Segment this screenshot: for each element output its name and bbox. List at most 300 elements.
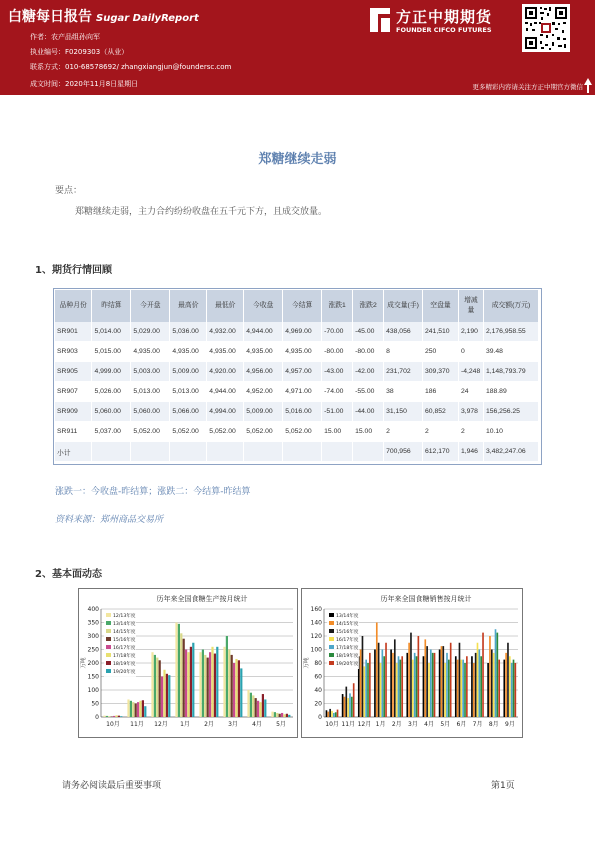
- chart-legend-label: 18/19年度: [113, 662, 136, 667]
- chart-y-tick: 400: [87, 606, 99, 613]
- table-cell: 5,029.00: [131, 322, 170, 342]
- table-cell: 241,510: [423, 322, 459, 342]
- chart-bar: [185, 650, 187, 718]
- chart-x-tick: 11月: [341, 721, 356, 728]
- table-cell: 5,014.00: [92, 322, 131, 342]
- chart-bar: [385, 643, 387, 717]
- chart-x-tick: 8月: [488, 721, 499, 728]
- chart-x-tick: 11月: [130, 721, 144, 728]
- logo-text-en: FOUNDER CIFCO FUTURES: [396, 26, 492, 34]
- chart-bar: [111, 716, 113, 717]
- table-cell: 5,052.00: [170, 422, 207, 442]
- chart-x-tick: 5月: [276, 721, 286, 728]
- chart-legend-swatch: [329, 645, 334, 649]
- table-header-cell: 成交额(万元): [483, 290, 538, 322]
- chart-bar: [163, 670, 165, 717]
- author-line: 作者：农产品组孙向军: [30, 33, 100, 41]
- table-cell: SR911: [55, 422, 92, 442]
- table-total-cell: [283, 442, 322, 462]
- chart-bar: [515, 663, 517, 717]
- chart-y-tick: 80: [314, 660, 322, 667]
- chart-bar: [183, 639, 185, 717]
- table-header-cell: 最低价: [207, 290, 244, 322]
- chart-bar: [418, 636, 420, 717]
- table-total-cell: 小计: [55, 442, 92, 462]
- chart-y-tick: 0: [95, 714, 99, 721]
- chart-bar: [380, 663, 382, 717]
- chart-legend-label: 18/19年度: [336, 654, 359, 659]
- chart-bar: [259, 702, 261, 717]
- chart-bar: [335, 712, 337, 717]
- chart-bar: [178, 624, 180, 717]
- chart-x-tick: 12月: [154, 721, 168, 728]
- table-cell: 2,176,958.55: [483, 322, 538, 342]
- chart-bar: [262, 694, 264, 717]
- table-row: [55, 362, 539, 382]
- table-header-cell: 空盘量: [423, 290, 459, 322]
- table-cell: 4,935.00: [131, 342, 170, 362]
- chart-legend-swatch: [329, 629, 334, 633]
- chart-bar: [231, 655, 233, 717]
- table-cell: 4,956.00: [244, 362, 283, 382]
- chart-bar: [187, 652, 189, 717]
- report-title-cn: 白糖每日报告: [8, 9, 92, 25]
- table-cell: 5,036.00: [170, 322, 207, 342]
- chart-legend-label: 19/20年度: [113, 670, 136, 675]
- chart-sugar-sales: [302, 589, 522, 737]
- chart-bar: [473, 663, 475, 717]
- chart-y-tick: 120: [310, 633, 322, 640]
- chart-x-tick: 6月: [456, 721, 467, 728]
- chart-y-tick: 100: [87, 687, 99, 694]
- table-cell: 5,052.00: [131, 422, 170, 442]
- table-cell: 5,009.00: [244, 402, 283, 422]
- table-cell: 5,015.00: [92, 342, 131, 362]
- table-total-cell: [353, 442, 384, 462]
- chart-bar: [235, 659, 237, 717]
- chart-bar: [281, 713, 283, 717]
- section-heading-fundamentals: 2、基本面动态: [35, 569, 102, 580]
- chart-bar: [401, 656, 403, 717]
- chart-legend-label: 17/18年度: [113, 654, 136, 659]
- chart-bar: [369, 653, 371, 717]
- chart-bar: [503, 660, 505, 717]
- table-header-cell: 昨结算: [92, 290, 131, 322]
- table-header-cell: 成交量(手): [384, 290, 423, 322]
- table-cell: 4,944.00: [244, 322, 283, 342]
- chart-bar: [113, 716, 115, 717]
- table-cell: 5,060.00: [92, 402, 131, 422]
- chart-bar: [127, 699, 129, 717]
- table-cell: 2: [423, 422, 459, 442]
- chart-bar: [475, 653, 477, 717]
- contact-line: 联系方式：010-68578692/ zhangxiangjun@foundersc.com: [30, 63, 232, 71]
- chart-bar: [365, 660, 367, 717]
- chart-legend-label: 16/17年度: [113, 646, 136, 651]
- chart-legend-swatch: [106, 653, 111, 657]
- table-cell: 4,952.00: [244, 382, 283, 402]
- table-row: [55, 342, 539, 362]
- table-total-cell: 612,170: [423, 442, 459, 462]
- chart-bar: [434, 653, 436, 717]
- table-total-row: [55, 442, 539, 462]
- table-header-cell: 最高价: [170, 290, 207, 322]
- chart-bar: [192, 643, 194, 717]
- key-points-label: 要点：: [55, 186, 83, 196]
- chart-legend-swatch: [106, 613, 111, 617]
- chart-bar: [459, 643, 461, 717]
- chart-x-tick: 12月: [357, 721, 372, 728]
- chart-y-tick: 140: [310, 619, 322, 627]
- chart-bar: [211, 647, 213, 717]
- chart-bar: [464, 663, 466, 717]
- table-cell: 5,013.00: [170, 382, 207, 402]
- chart-y-tick: 250: [87, 646, 99, 654]
- chart-y-tick: 50: [91, 700, 99, 708]
- company-logo: [368, 6, 516, 36]
- table-cell: 4,935.00: [170, 342, 207, 362]
- table-cell: SR903: [55, 342, 92, 362]
- chart-bar: [240, 668, 242, 717]
- table-cell: 188.89: [483, 382, 538, 402]
- table-cell: 60,852: [423, 402, 459, 422]
- table-cell: 5,052.00: [244, 422, 283, 442]
- chart-bar: [264, 699, 266, 717]
- table-cell: SR907: [55, 382, 92, 402]
- table-total-cell: 700,956: [384, 442, 423, 462]
- follow-wechat-link[interactable]: 更多精彩内容请关注方正中期官方微信: [472, 83, 583, 91]
- logo-text-cn: 方正中期期货: [396, 8, 493, 26]
- table-cell: 438,056: [384, 322, 423, 342]
- chart-legend-label: 14/15年度: [336, 622, 359, 627]
- chart-bar: [455, 656, 457, 717]
- page-number: 第1页: [491, 781, 515, 791]
- chart-bar: [412, 660, 414, 717]
- arrow-up-icon: [584, 78, 592, 85]
- chart-bar: [168, 675, 170, 717]
- table-cell: 5,013.00: [131, 382, 170, 402]
- chart-bar: [274, 712, 276, 717]
- chart-bar: [347, 698, 349, 717]
- chart-bar: [199, 652, 201, 717]
- chart-bar: [344, 697, 346, 717]
- chart-bar: [392, 653, 394, 717]
- table-cell: 5,052.00: [283, 422, 322, 442]
- chart-bar: [159, 660, 161, 717]
- chart-y-tick: 200: [87, 660, 99, 667]
- chart-legend-label: 13/14年度: [113, 622, 136, 627]
- chart-x-tick: 10月: [325, 721, 339, 728]
- chart-bar: [108, 716, 110, 717]
- chart-bar: [424, 639, 426, 717]
- chart-bar: [446, 653, 448, 717]
- table-cell: 5,052.00: [207, 422, 244, 442]
- chart-bar: [462, 660, 464, 717]
- table-header-row: [55, 290, 539, 322]
- table-cell: -80.00: [353, 342, 384, 362]
- chart-bar: [362, 636, 364, 717]
- chart-bar: [329, 709, 331, 717]
- chart-bar: [513, 660, 515, 717]
- chart-production-box: [78, 588, 298, 738]
- chart-bar: [416, 656, 418, 717]
- chart-bar: [135, 704, 137, 718]
- table-cell: 250: [423, 342, 459, 362]
- chart-bar: [276, 713, 278, 717]
- chart-bar: [498, 660, 500, 717]
- chart-bar: [497, 633, 499, 717]
- chart-sugar-production: [79, 589, 297, 737]
- chart-bar: [238, 660, 240, 717]
- chart-bar: [432, 653, 434, 717]
- chart-bar: [471, 656, 473, 717]
- chart-bar: [509, 656, 511, 717]
- chart-x-tick: 4月: [252, 721, 262, 728]
- table-cell: 4,994.00: [207, 402, 244, 422]
- chart-bar: [394, 639, 396, 717]
- chart-bar: [479, 650, 481, 718]
- table-cell: 5,066.00: [170, 402, 207, 422]
- table-row: [55, 382, 539, 402]
- section-heading-market-review: 1、期货行情回顾: [35, 265, 112, 276]
- chart-bar: [398, 656, 400, 717]
- chart-bar: [255, 698, 257, 717]
- table-total-cell: [131, 442, 170, 462]
- table-header-cell: 涨跌1: [322, 290, 353, 322]
- chart-legend-swatch: [329, 653, 334, 657]
- chart-bar: [223, 647, 225, 717]
- table-cell: -4,248: [458, 362, 483, 382]
- chart-bar: [507, 643, 509, 717]
- table-cell: 4,999.00: [92, 362, 131, 382]
- chart-y-label: 万吨: [81, 657, 87, 669]
- chart-bar: [326, 710, 328, 717]
- chart-bar: [444, 663, 446, 717]
- chart-bar: [226, 636, 228, 717]
- chart-bar: [118, 716, 120, 717]
- table-cell: 5,026.00: [92, 382, 131, 402]
- chart-bar: [252, 695, 254, 717]
- table-total-cell: [322, 442, 353, 462]
- chart-bar: [286, 714, 288, 717]
- page-title: 郑糖继续走弱: [258, 152, 337, 167]
- table-cell: SR909: [55, 402, 92, 422]
- table-cell: 2,190: [458, 322, 483, 342]
- data-source: 资料来源：郑州商品交易所: [55, 515, 164, 525]
- chart-x-tick: 7月: [472, 721, 483, 728]
- chart-legend-label: 15/16年度: [113, 638, 136, 643]
- chart-x-tick: 2月: [204, 721, 214, 728]
- chart-bar: [288, 715, 290, 717]
- table-cell: -51.00: [322, 402, 353, 422]
- chart-x-tick: 10月: [106, 721, 120, 728]
- table-header-cell: 增减量: [458, 290, 483, 322]
- chart-x-tick: 2月: [391, 721, 402, 728]
- table-cell: 186: [423, 382, 459, 402]
- chart-bar: [480, 656, 482, 717]
- table-cell: -43.00: [322, 362, 353, 382]
- chart-bar: [250, 693, 252, 717]
- table-cell: 4,920.00: [207, 362, 244, 382]
- chart-legend-swatch: [329, 613, 334, 617]
- chart-y-tick: 350: [87, 619, 99, 627]
- chart-bar: [428, 663, 430, 717]
- table-cell: 231,702: [384, 362, 423, 382]
- table-cell: 38: [384, 382, 423, 402]
- chart-bar: [408, 643, 410, 717]
- chart-bar: [378, 643, 380, 717]
- chart-bar: [406, 653, 408, 717]
- table-cell: -42.00: [353, 362, 384, 382]
- table-cell: 0: [458, 342, 483, 362]
- chart-bar: [351, 697, 353, 717]
- chart-legend-swatch: [106, 637, 111, 641]
- chart-bar: [132, 702, 134, 717]
- arrow-up-icon-stem: [587, 85, 589, 93]
- chart-bar: [137, 702, 139, 717]
- chart-bar: [493, 653, 495, 717]
- table-cell: 39.48: [483, 342, 538, 362]
- table-cell: 5,003.00: [131, 362, 170, 382]
- table-cell: 156,256.25: [483, 402, 538, 422]
- table-cell: SR905: [55, 362, 92, 382]
- table-header-cell: 今开盘: [131, 290, 170, 322]
- chart-bar: [283, 714, 285, 717]
- chart-bar: [103, 716, 105, 717]
- chart-bar: [442, 646, 444, 717]
- table-cell: 4,932.00: [207, 322, 244, 342]
- report-header: [0, 0, 595, 95]
- chart-bar: [175, 623, 177, 718]
- chart-bar: [257, 701, 259, 717]
- formula-note: 涨跌一：今收盘-昨结算；涨跌二：今结算-昨结算: [55, 487, 251, 497]
- chart-y-tick: 0: [318, 714, 322, 721]
- chart-sales-box: [301, 588, 523, 738]
- chart-bar: [489, 636, 491, 717]
- chart-bar: [390, 650, 392, 718]
- table-cell: -44.00: [353, 402, 384, 422]
- chart-legend-swatch: [106, 669, 111, 673]
- chart-bar: [279, 714, 281, 717]
- chart-bar: [337, 710, 339, 717]
- chart-bar: [410, 633, 412, 717]
- table-row: [55, 322, 539, 342]
- chart-bar: [166, 674, 168, 717]
- chart-bar: [363, 666, 365, 717]
- qr-code-icon[interactable]: [522, 4, 570, 52]
- table-header-cell: 品种月份: [55, 290, 92, 322]
- table-cell: 31,150: [384, 402, 423, 422]
- chart-legend-swatch: [329, 637, 334, 641]
- chart-bar: [457, 660, 459, 717]
- chart-bar: [190, 647, 192, 717]
- chart-bar: [327, 712, 329, 717]
- chart-bar: [333, 713, 335, 717]
- key-points-text: 郑糖继续走弱，主力合约纷纷收盘在五千元下方，且成交放量。: [75, 207, 328, 217]
- chart-bar: [209, 652, 211, 717]
- table-cell: 4,969.00: [283, 322, 322, 342]
- chart-legend-label: 12/13年度: [113, 614, 136, 619]
- table-cell: -70.00: [322, 322, 353, 342]
- chart-bar: [448, 660, 450, 717]
- chart-bar: [345, 687, 347, 717]
- chart-y-tick: 40: [314, 687, 322, 694]
- chart-y-tick: 300: [87, 633, 99, 640]
- table-header-cell: 今结算: [283, 290, 322, 322]
- table-total-cell: [207, 442, 244, 462]
- chart-bar: [115, 715, 117, 717]
- table-cell: 24: [458, 382, 483, 402]
- report-title: [8, 6, 199, 26]
- report-title-en: Sugar DailyReport: [96, 13, 199, 24]
- chart-legend-swatch: [106, 629, 111, 633]
- date-line: 成文时间：2020年11月8日星期日: [30, 80, 139, 88]
- table-total-cell: 3,482,247.06: [483, 442, 538, 462]
- chart-bar: [106, 716, 108, 717]
- footer-disclaimer: 请务必阅读最后重要事项: [62, 781, 162, 791]
- chart-bar: [204, 655, 206, 717]
- chart-bar: [216, 647, 218, 717]
- chart-x-tick: 1月: [180, 721, 190, 728]
- chart-bar: [342, 694, 344, 717]
- chart-legend-label: 15/16年度: [336, 630, 359, 635]
- chart-x-tick: 4月: [424, 721, 434, 728]
- table-cell: -80.00: [322, 342, 353, 362]
- table-cell: 15.00: [322, 422, 353, 442]
- chart-bar: [487, 663, 489, 717]
- chart-bar: [247, 690, 249, 717]
- chart-bar: [460, 660, 462, 717]
- table-header-cell: 涨跌2: [353, 290, 384, 322]
- table-cell: 3,978: [458, 402, 483, 422]
- table-cell: 4,971.00: [283, 382, 322, 402]
- chart-y-tick: 150: [87, 673, 99, 681]
- chart-bar: [491, 650, 493, 718]
- chart-bar: [396, 663, 398, 717]
- chart-bar: [400, 660, 402, 717]
- chart-bar: [430, 650, 432, 718]
- table-cell: 2: [384, 422, 423, 442]
- chart-x-tick: 3月: [408, 721, 418, 728]
- chart-x-tick: 9月: [505, 721, 515, 728]
- chart-legend-swatch: [329, 621, 334, 625]
- chart-bar: [477, 643, 479, 717]
- chart-bar: [482, 633, 484, 717]
- table-cell: 4,935.00: [283, 342, 322, 362]
- table-total-cell: [244, 442, 283, 462]
- table-total-cell: [170, 442, 207, 462]
- table-cell: 309,370: [423, 362, 459, 382]
- license-line: 执业编号：F0209303（从业）: [30, 48, 129, 56]
- chart-y-tick: 60: [314, 673, 322, 681]
- chart-x-tick: 5月: [440, 721, 451, 728]
- chart-bar: [151, 652, 153, 717]
- table-cell: 4,957.00: [283, 362, 322, 382]
- chart-bar: [439, 650, 441, 718]
- table-cell: 4,944.00: [207, 382, 244, 402]
- chart-bar: [207, 658, 209, 717]
- chart-bar: [233, 663, 235, 717]
- chart-bar: [360, 650, 362, 718]
- chart-bar: [382, 650, 384, 718]
- chart-bar: [349, 693, 351, 717]
- chart-x-tick: 3月: [228, 721, 238, 728]
- chart-title: 历年来全国食糖生产按月统计: [156, 595, 248, 603]
- table-cell: 4,935.00: [244, 342, 283, 362]
- chart-legend-swatch: [106, 645, 111, 649]
- chart-legend-swatch: [106, 661, 111, 665]
- table-cell: 15.00: [353, 422, 384, 442]
